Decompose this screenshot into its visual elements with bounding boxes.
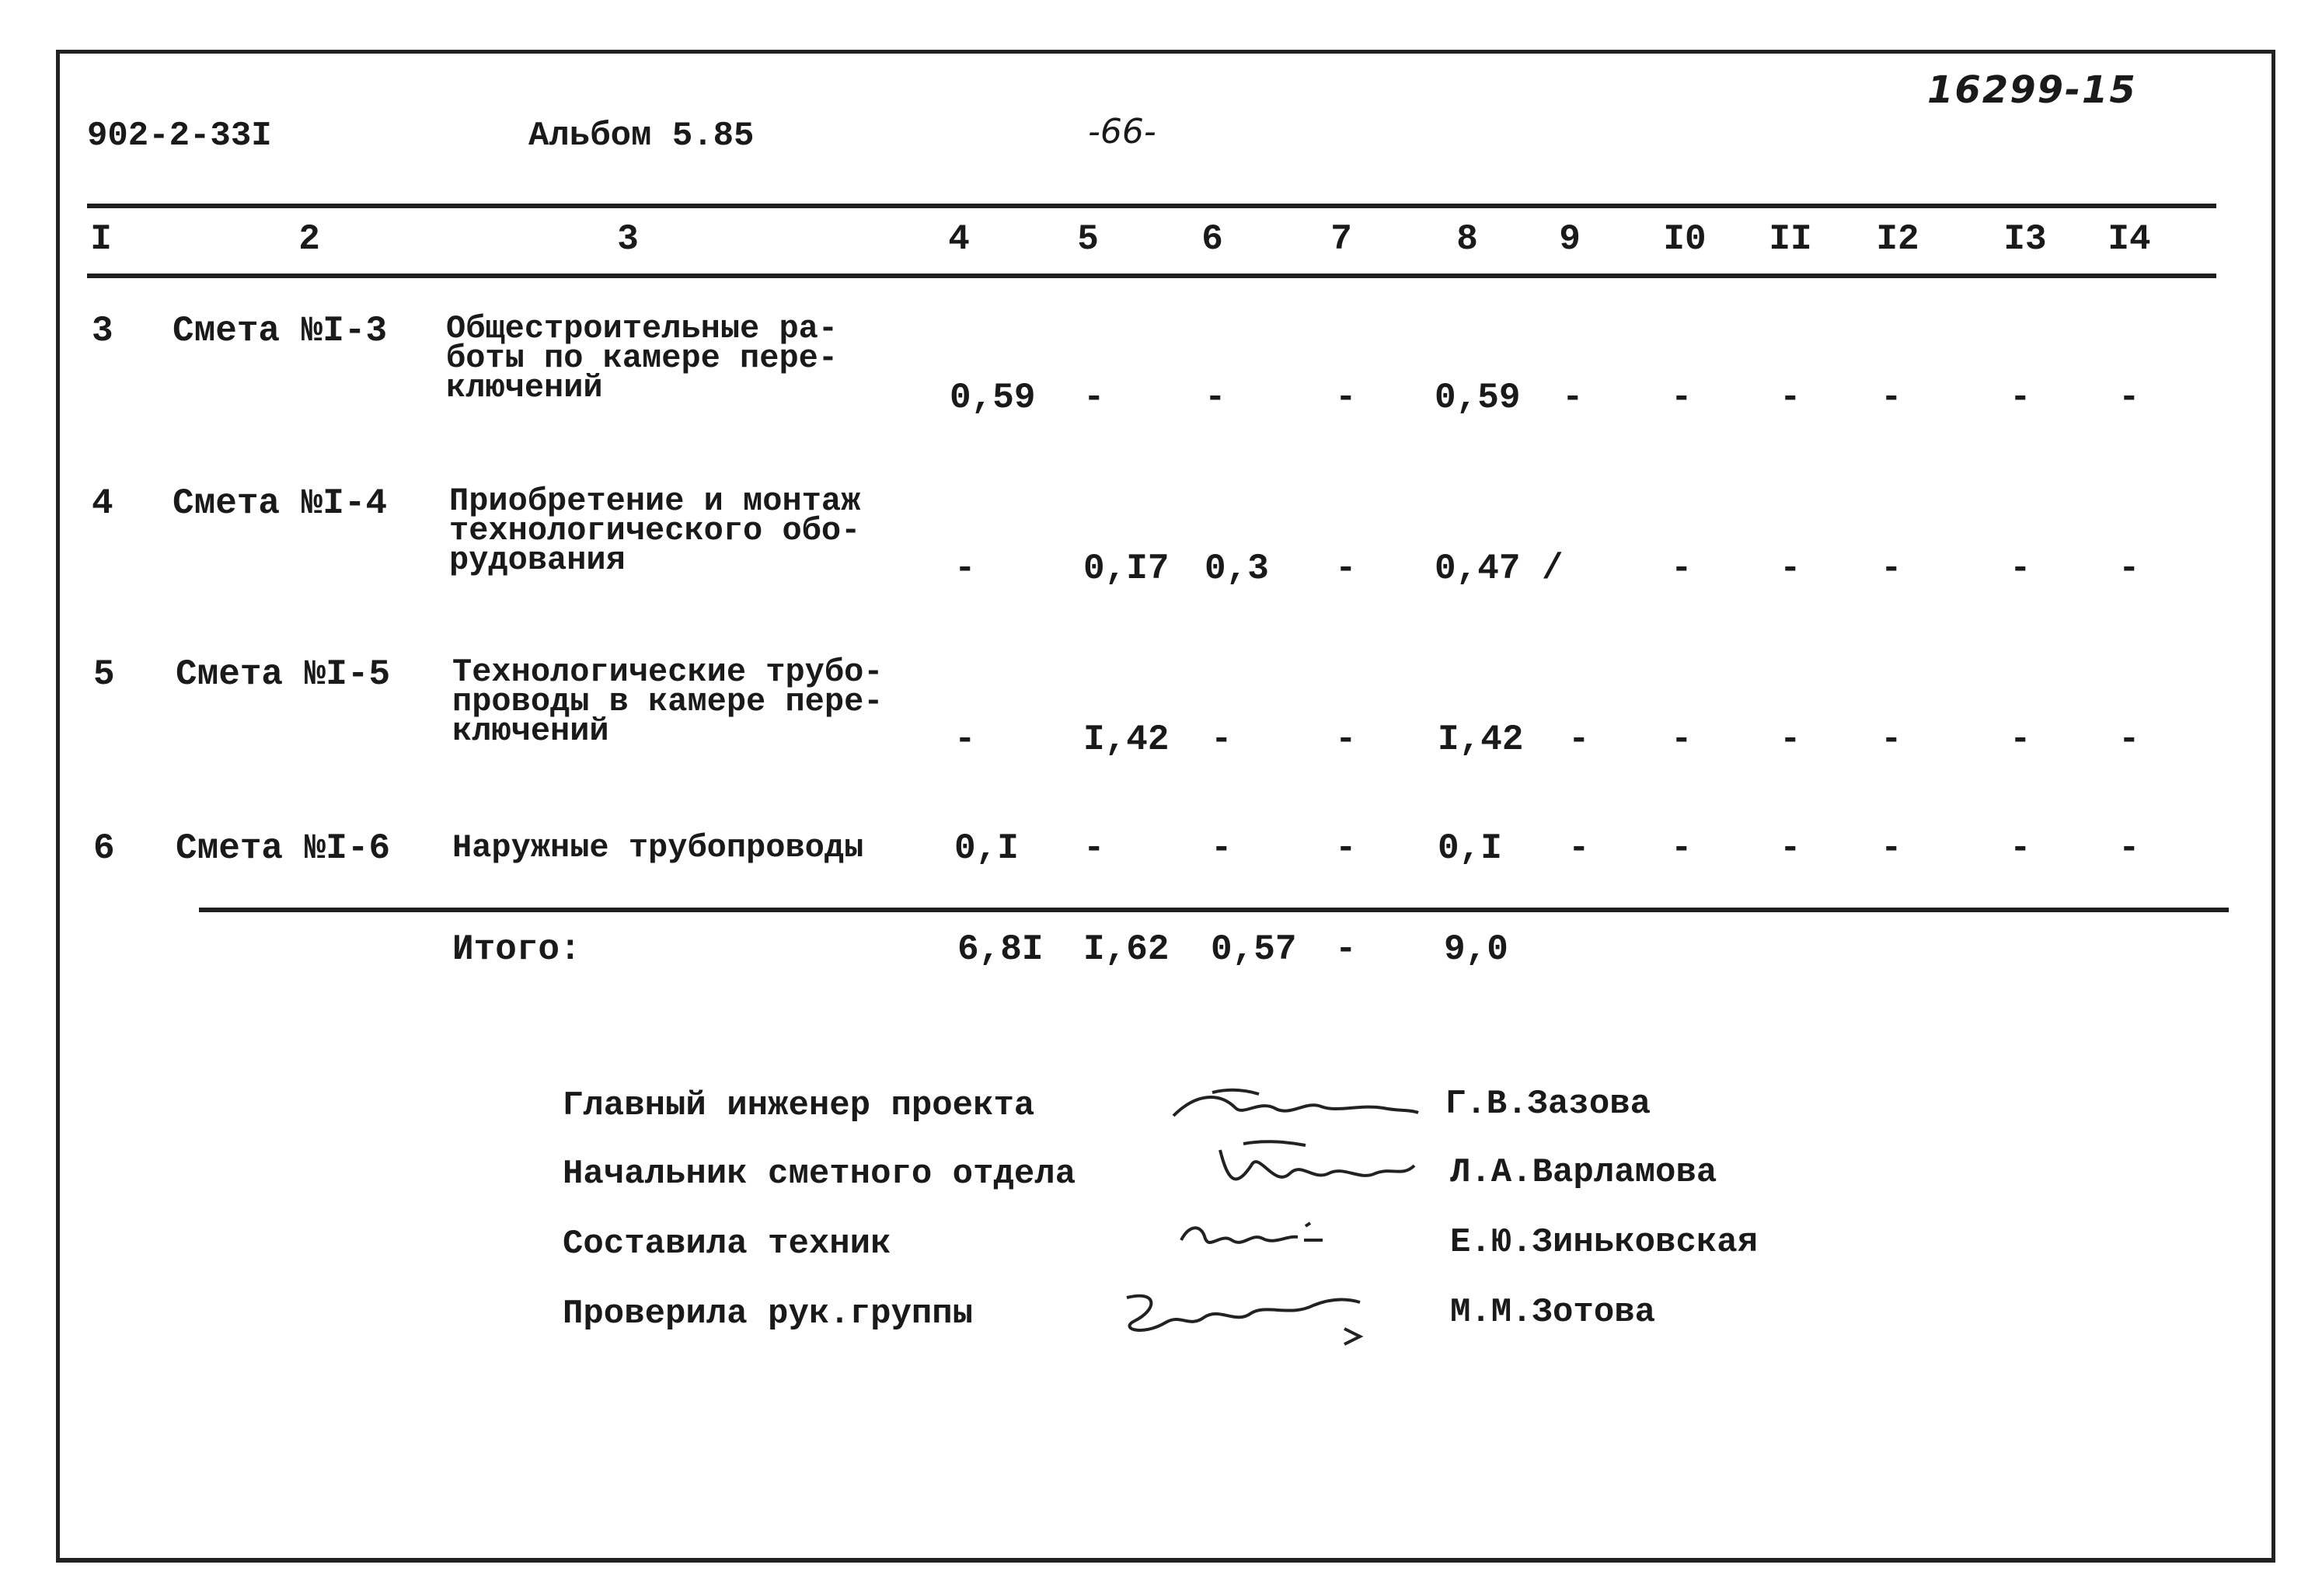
cell-col10: - — [1671, 549, 1693, 589]
cell-col9: - — [1562, 378, 1584, 418]
row-estimate: Смета №I-4 — [173, 483, 388, 524]
cell-col8: I,42 — [1438, 720, 1524, 760]
header-rule-top — [87, 204, 2216, 208]
cell-col11: - — [1780, 828, 1801, 869]
description-line: Приобретение и монтаж — [449, 483, 861, 520]
cell-col13: - — [2010, 720, 2031, 760]
column-number-3: 3 — [617, 219, 639, 260]
handwritten-signature-1 — [1166, 1077, 1422, 1139]
total-rule — [199, 908, 2229, 912]
row-number: 5 — [93, 654, 115, 695]
cell-col9: - — [1568, 720, 1590, 760]
signature-role: Составила техник — [563, 1225, 891, 1263]
total-col8: 9,0 — [1444, 929, 1508, 970]
signature-role: Главный инженер проекта — [563, 1086, 1035, 1125]
cell-col9: / — [1542, 549, 1564, 589]
column-number-12: I2 — [1876, 219, 1919, 260]
total-col5: I,62 — [1083, 929, 1170, 970]
total-col6: 0,57 — [1211, 929, 1297, 970]
cell-col4: - — [954, 549, 976, 589]
cell-col7: - — [1335, 828, 1357, 869]
cell-col5: I,42 — [1083, 720, 1170, 760]
cell-col14: - — [2118, 720, 2140, 760]
cell-col6: - — [1205, 378, 1226, 418]
cell-col9: - — [1568, 828, 1590, 869]
cell-col12: - — [1881, 378, 1902, 418]
description-line: проводы в камере пере- — [452, 683, 884, 720]
description-line: ключений — [446, 369, 603, 406]
description-line: рудования — [449, 542, 626, 579]
album-label: Альбом 5.85 — [528, 117, 755, 155]
row-estimate: Смета №I-3 — [173, 311, 388, 351]
cell-col12: - — [1881, 720, 1902, 760]
cell-col4: 0,I — [954, 828, 1019, 869]
cell-col11: - — [1780, 378, 1801, 418]
signature-name: Г.В.Зазова — [1445, 1085, 1651, 1124]
cell-col6: 0,3 — [1205, 549, 1269, 589]
row-number: 6 — [93, 828, 115, 869]
cell-col12: - — [1881, 549, 1902, 589]
cell-col13: - — [2010, 549, 2031, 589]
cell-col14: - — [2118, 549, 2140, 589]
cell-col14: - — [2118, 828, 2140, 869]
cell-col7: - — [1335, 720, 1357, 760]
cell-col5: - — [1083, 828, 1105, 869]
row-number: 3 — [92, 311, 113, 351]
archive-stamp-number: 16299-15 — [1927, 68, 2137, 112]
total-col4: 6,8I — [957, 929, 1044, 970]
handwritten-signature-3 — [1173, 1209, 1329, 1263]
column-number-13: I3 — [2003, 219, 2047, 260]
column-number-5: 5 — [1077, 219, 1099, 260]
cell-col8: 0,I — [1438, 828, 1502, 869]
description-line: боты по камере пере- — [446, 340, 838, 377]
column-number-11: II — [1769, 219, 1812, 260]
signature-role: Начальник сметного отдела — [563, 1155, 1076, 1194]
cell-col12: - — [1881, 828, 1902, 869]
page-number: -66- — [1088, 112, 1156, 152]
signature-name: Е.Ю.Зиньковская — [1450, 1223, 1759, 1262]
column-number-9: 9 — [1559, 219, 1581, 260]
row-estimate: Смета №I-5 — [176, 654, 391, 695]
description-line: технологического обо- — [449, 512, 861, 549]
column-number-4: 4 — [948, 219, 970, 260]
cell-col8: 0,47 — [1435, 549, 1521, 589]
description-line: Технологические трубо- — [452, 653, 884, 691]
cell-col4: - — [954, 720, 976, 760]
row-estimate: Смета №I-6 — [176, 828, 391, 869]
cell-col10: - — [1671, 720, 1693, 760]
header-rule-bottom — [87, 274, 2216, 278]
signature-name: М.М.Зотова — [1450, 1293, 1656, 1332]
column-number-8: 8 — [1456, 219, 1478, 260]
description-line: Общестроительные ра- — [446, 310, 838, 347]
column-number-14: I4 — [2108, 219, 2151, 260]
total-col7: - — [1335, 929, 1357, 970]
column-number-1: I — [90, 219, 112, 260]
handwritten-signature-2 — [1212, 1134, 1422, 1212]
cell-col10: - — [1671, 378, 1693, 418]
description-line: ключений — [452, 713, 609, 750]
column-number-2: 2 — [298, 219, 320, 260]
column-number-6: 6 — [1201, 219, 1223, 260]
row-number: 4 — [92, 483, 113, 524]
cell-col7: - — [1335, 549, 1357, 589]
cell-col8: 0,59 — [1435, 378, 1521, 418]
total-label: Итого: — [452, 929, 581, 970]
cell-col11: - — [1780, 720, 1801, 760]
doc-code: 902-2-33I — [87, 117, 272, 155]
cell-col4: 0,59 — [950, 378, 1036, 418]
row-description — [452, 829, 864, 866]
signature-name: Л.А.Варламова — [1450, 1153, 1717, 1192]
row-description — [452, 653, 884, 750]
row-description — [449, 483, 861, 579]
cell-col11: - — [1780, 549, 1801, 589]
cell-col6: - — [1211, 720, 1232, 760]
signature-role: Проверила рук.группы — [563, 1295, 974, 1333]
column-number-7: 7 — [1330, 219, 1352, 260]
row-description — [446, 310, 838, 406]
cell-col10: - — [1671, 828, 1693, 869]
handwritten-signature-4 — [1111, 1274, 1375, 1352]
cell-col14: - — [2118, 378, 2140, 418]
cell-col13: - — [2010, 828, 2031, 869]
cell-col7: - — [1335, 378, 1357, 418]
cell-col5: - — [1083, 378, 1105, 418]
column-number-10: I0 — [1663, 219, 1707, 260]
cell-col13: - — [2010, 378, 2031, 418]
cell-col5: 0,I7 — [1083, 549, 1170, 589]
description-line: Наружные трубопроводы — [452, 829, 864, 866]
cell-col6: - — [1211, 828, 1232, 869]
